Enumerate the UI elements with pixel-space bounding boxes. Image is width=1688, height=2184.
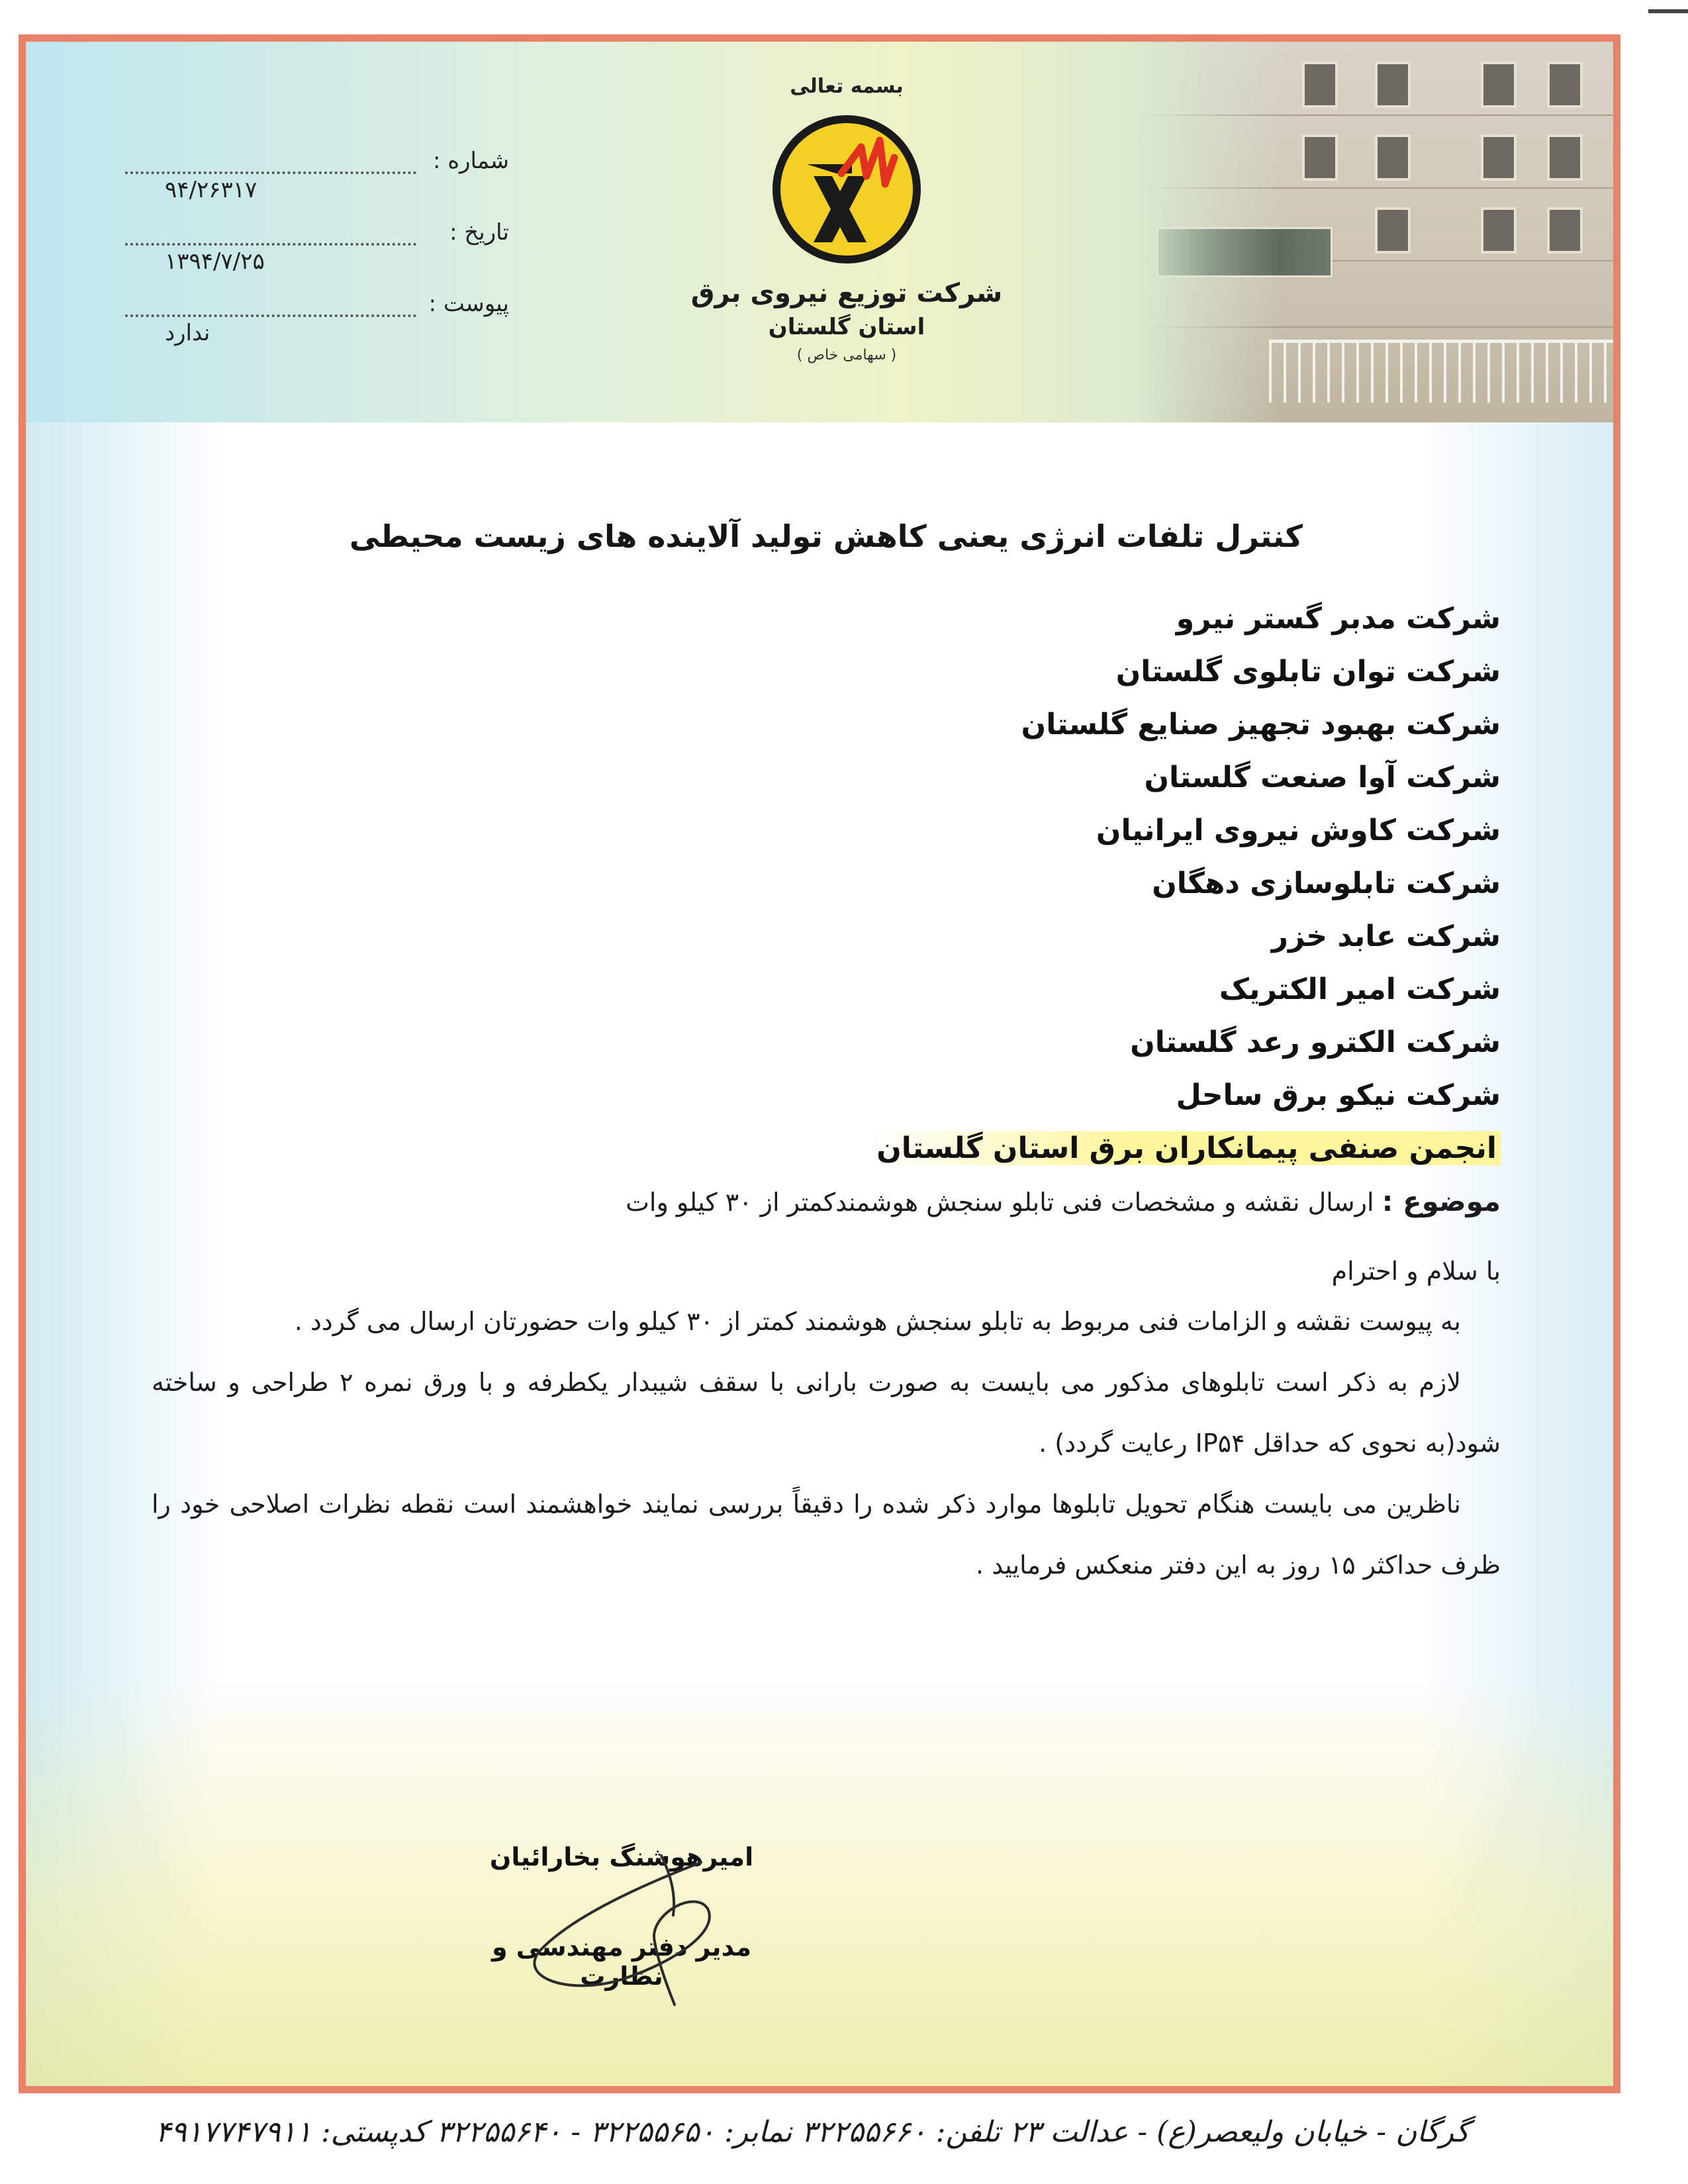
greeting: با سلام و احترام [1331, 1257, 1501, 1286]
subject-label: موضوع : [1382, 1185, 1501, 1217]
handwritten-signature [502, 1836, 741, 2008]
letter-number-row [125, 148, 509, 219]
attachment-value: ندارد [165, 320, 211, 346]
letter-date-value: ۱۳۹۴/۷/۲۵ [165, 248, 265, 275]
dotted-line [125, 314, 416, 317]
recipient-item: شرکت بهبود تجهیز صنایع گلستان [1021, 708, 1501, 741]
attachment-row [125, 291, 509, 362]
letter-headline: کنترل تلفات انرژی یعنی کاهش تولید آلاینده های زیست محیطی [349, 518, 1303, 554]
power-company-logo-icon [767, 110, 926, 269]
building-signboard [1156, 227, 1333, 277]
recipient-item: شرکت آوا صنعت گلستان [1144, 761, 1501, 794]
body-paragraph: به پیوست نقشه و الزامات فنی مربوط به تابلو سنجش هوشمند کمتر از ۳۰ کیلو وات حضورتان ارسال می گردد . [294, 1307, 1461, 1336]
recipient-list [152, 593, 1501, 1175]
company-share-type: ( سهامی خاص ) [796, 347, 897, 363]
recipient-item: شرکت تابلوسازی دهگان [1152, 867, 1501, 900]
letter-page [19, 34, 1620, 2093]
footer-address: گرگان - خیابان ولیعصر(ع) - عدالت ۲۳ تلفن: ۳۲۲۵۵۶۶۰ نمابر: ۳۲۲۵۵۶۵۰ - ۳۲۲۵۵۶۴۰ کدپستی: ۴۹۱۷۷۴۷۹۱۱ [155, 2115, 1470, 2149]
signature-block [463, 1842, 780, 1991]
subject-text: ارسال نقشه و مشخصات فنی تابلو سنجش هوشمندکمتر از ۳۰ کیلو وات [626, 1188, 1374, 1217]
letter-date-label: تاریخ : [449, 219, 509, 246]
signer-title: مدیر دفتر مهندسی و نظارت [491, 1932, 752, 1991]
dotted-line [125, 171, 416, 174]
balcony-railing [1269, 340, 1613, 403]
recipient-item-text: انجمن صنفی پیمانکاران برق استان گلستان [872, 1131, 1501, 1165]
letter-number-label: شماره : [433, 148, 509, 174]
attachment-label: پیوست : [428, 291, 509, 317]
recipient-item-highlighted [152, 1122, 1501, 1175]
company-province: استان گلستان [768, 314, 925, 340]
recipient-item: شرکت نیکو برق ساحل [1176, 1078, 1501, 1112]
recipient-item: شرکت کاوش نیروی ایرانیان [1096, 814, 1501, 847]
besme-text: بسمه تعالی [790, 75, 904, 98]
reference-block [125, 148, 509, 362]
subject-line [152, 1182, 1501, 1222]
recipient-item: شرکت توان تابلوی گلستان [1115, 655, 1501, 688]
body-paragraph: لازم به ذکر است تابلوهای مذکور می بایست به صورت بارانی با سقف شیبدار یکطرفه و با ورق نمره ۲ طراحی و ساخته شود(به نحوی که حداقل IP۵۴ رعایت گردد) . [152, 1368, 1501, 1458]
company-name: شرکت توزیع نیروی برق [690, 278, 1003, 309]
recipient-item: شرکت عابد خزر [1271, 920, 1501, 953]
recipient-item: شرکت الکترو رعد گلستان [1130, 1025, 1501, 1059]
body-paragraph: ناظرین می بایست هنگام تحویل تابلوها موارد ذکر شده را دقیقاً بررسی نمایند خواهشمند است نقطه نظرات اصلاحی خود را ظرف حداکثر ۱۵ روز به این دفتر منعکس فرمایید . [152, 1490, 1501, 1580]
recipient-item: شرکت امیر الکتریک [1219, 973, 1501, 1006]
letter-body [152, 518, 1501, 1595]
scan-edge-mark [1648, 9, 1688, 13]
signer-name: امیرهوشنگ بخارائیان [489, 1842, 754, 1872]
letter-date-row [125, 219, 509, 291]
letter-number-value: ۹۴/۲۶۳۱۷ [165, 177, 258, 203]
building-photo [1137, 42, 1613, 422]
recipient-item: شرکت مدبر گستر نیرو [1176, 602, 1501, 636]
dotted-line [125, 243, 416, 246]
letterhead-logo-block [661, 75, 1032, 363]
